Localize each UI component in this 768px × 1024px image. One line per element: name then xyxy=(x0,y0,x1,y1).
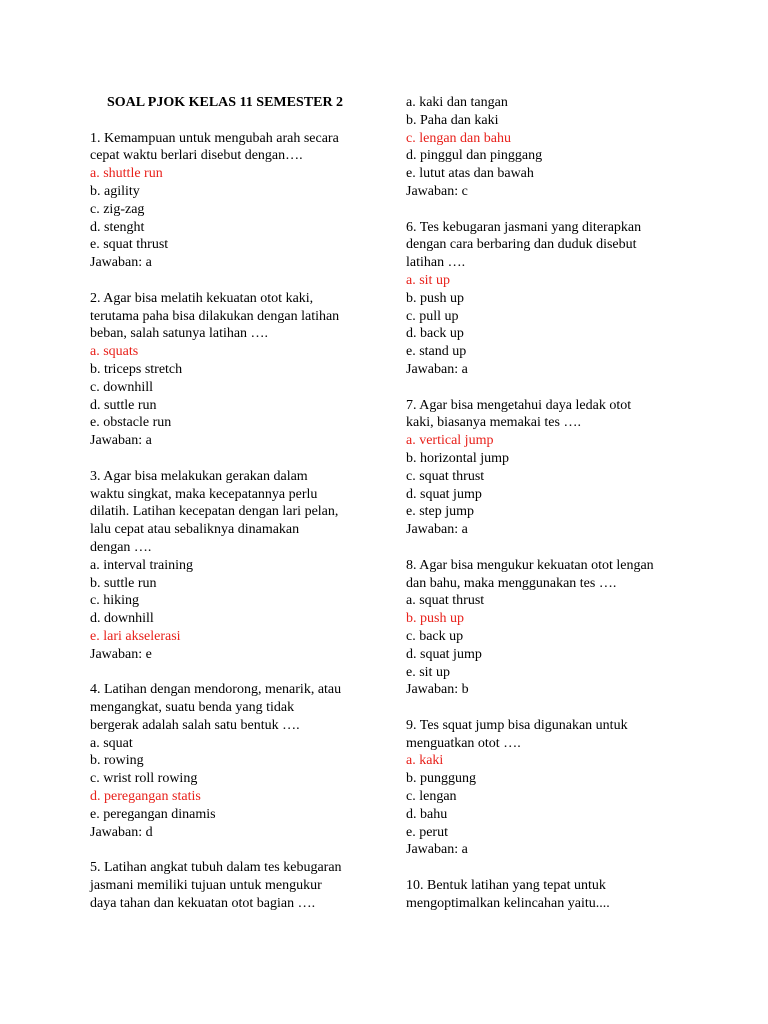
question-line: kaki, biasanya memakai tes …. xyxy=(406,415,581,431)
question-line: jasmani memiliki tujuan untuk mengukur xyxy=(90,878,322,894)
answer-option: c. zig-zag xyxy=(90,201,145,217)
answer-option: e. step jump xyxy=(406,504,475,520)
answer-option: c. hiking xyxy=(90,593,139,609)
answer-option-correct: a. shuttle run xyxy=(90,166,163,182)
question-line: terutama paha bisa dilakukan dengan latihan xyxy=(90,308,340,324)
question-line: bergerak adalah salah satu bentuk …. xyxy=(90,717,300,733)
question-line: 7. Agar bisa mengetahui daya ledak otot xyxy=(406,397,632,413)
question-line: 9. Tes squat jump bisa digunakan untuk xyxy=(406,717,628,733)
question-block xyxy=(90,681,406,841)
answer-option: e. squat thrust xyxy=(90,237,169,253)
question-block xyxy=(406,557,722,699)
answer-option: a. kaki dan tangan xyxy=(406,95,508,110)
answer-option-correct: a. sit up xyxy=(406,272,450,288)
question-line: 1. Kemampuan untuk mengubah arah secara xyxy=(90,130,339,146)
answer-option: c. back up xyxy=(406,628,464,644)
answer-key: Jawaban: a xyxy=(90,433,152,449)
answer-option: a. squat xyxy=(90,735,133,751)
question-line: dengan …. xyxy=(90,539,152,555)
question-block xyxy=(406,397,722,539)
question-text xyxy=(406,717,722,753)
answer-key: Jawaban: e xyxy=(90,646,152,662)
answer-key: Jawaban: a xyxy=(406,522,468,538)
question-line: menguatkan otot …. xyxy=(406,735,521,751)
answer-option: b. triceps stretch xyxy=(90,361,183,377)
question-block xyxy=(406,877,722,913)
answer-option: b. Paha dan kaki xyxy=(406,112,499,128)
answer-option: b. push up xyxy=(406,290,464,306)
answer-option: d. squat jump xyxy=(406,646,482,662)
answer-option: c. squat thrust xyxy=(406,468,485,484)
answer-option-correct: c. lengan dan bahu xyxy=(406,130,511,146)
question-line: dan bahu, maka menggunakan tes …. xyxy=(406,575,617,591)
question-line: 2. Agar bisa melatih kekuatan otot kaki, xyxy=(90,290,314,306)
answer-key: Jawaban: c xyxy=(406,183,468,199)
answer-option: c. lengan xyxy=(406,789,457,805)
answer-option: e. stand up xyxy=(406,344,467,360)
answer-option-correct: e. lari akselerasi xyxy=(90,628,181,644)
question-line: dilatih. Latihan kecepatan dengan lari pelan, xyxy=(90,504,339,520)
answer-option: a. interval training xyxy=(90,557,194,573)
answer-option: d. downhill xyxy=(90,611,154,627)
answer-option: c. pull up xyxy=(406,308,459,324)
answer-option: d. back up xyxy=(406,326,464,342)
question-line: lalu cepat atau sebaliknya dinamakan xyxy=(90,522,300,538)
answer-option: d. squat jump xyxy=(406,486,482,502)
question-block xyxy=(90,290,406,450)
answer-option: b. rowing xyxy=(90,753,144,769)
question-text xyxy=(406,877,722,913)
question-line: 6. Tes kebugaran jasmani yang diterapkan xyxy=(406,219,642,235)
answer-option-correct: d. peregangan statis xyxy=(90,789,201,805)
answer-option: e. peregangan dinamis xyxy=(90,806,216,822)
question-line: 4. Latihan dengan mendorong, menarik, atau xyxy=(90,682,342,698)
question-line: dengan cara berbaring dan duduk disebut xyxy=(406,237,637,253)
answer-option-correct: a. vertical jump xyxy=(406,433,494,449)
question-block xyxy=(90,468,406,664)
answer-option: c. wrist roll rowing xyxy=(90,771,198,787)
answer-key: Jawaban: a xyxy=(406,842,468,858)
question-text xyxy=(90,290,406,343)
question-block xyxy=(90,859,406,912)
answer-option: c. downhill xyxy=(90,379,153,395)
answer-option: e. perut xyxy=(406,824,448,840)
answer-option: d. bahu xyxy=(406,806,448,822)
answer-option-correct: b. push up xyxy=(406,611,464,627)
answer-key: Jawaban: d xyxy=(90,824,153,840)
answer-key: Jawaban: a xyxy=(406,361,468,377)
answer-option: e. sit up xyxy=(406,664,450,680)
question-line: 5. Latihan angkat tubuh dalam tes kebugaran xyxy=(90,860,342,876)
question-text xyxy=(406,557,722,593)
question-line: 3. Agar bisa melakukan gerakan dalam xyxy=(90,468,308,484)
answer-option: d. pinggul dan pinggang xyxy=(406,148,543,164)
answer-option: b. punggung xyxy=(406,771,476,787)
answer-key: Jawaban: a xyxy=(90,255,152,271)
question-text xyxy=(406,397,722,433)
right-column xyxy=(406,94,722,930)
question-line: mengangkat, suatu benda yang tidak xyxy=(90,700,295,716)
question-line: waktu singkat, maka kecepatannya perlu xyxy=(90,486,318,502)
question-line: cepat waktu berlari disebut dengan…. xyxy=(90,148,303,164)
answer-option: d. suttle run xyxy=(90,397,157,413)
question-line: beban, salah satunya latihan …. xyxy=(90,326,269,342)
answer-option: d. stenght xyxy=(90,219,145,235)
question-text xyxy=(90,681,406,734)
question-text xyxy=(90,468,406,557)
answer-option-correct: a. kaki xyxy=(406,753,444,769)
question-block xyxy=(406,219,722,379)
question-line: 10. Bentuk latihan yang tepat untuk xyxy=(406,878,606,894)
question-line: mengoptimalkan kelincahan yaitu.... xyxy=(406,895,610,911)
answer-option: a. squat thrust xyxy=(406,593,485,609)
answer-option: b. agility xyxy=(90,183,140,199)
question-text xyxy=(406,219,722,272)
answer-option-correct: a. squats xyxy=(90,344,139,360)
question-block xyxy=(90,130,406,272)
question-text xyxy=(90,130,406,166)
question-block xyxy=(406,717,722,859)
answer-option: e. obstacle run xyxy=(90,415,172,431)
question-text xyxy=(90,859,406,912)
answer-option: b. suttle run xyxy=(90,575,157,591)
question-block xyxy=(406,94,722,201)
left-column xyxy=(90,94,406,930)
question-line: 8. Agar bisa mengukur kekuatan otot lengan xyxy=(406,557,654,573)
answer-option: b. horizontal jump xyxy=(406,450,510,466)
page-title: SOAL PJOK KELAS 11 SEMESTER 2 xyxy=(106,95,344,110)
question-line: latihan …. xyxy=(406,255,466,271)
answer-option: e. lutut atas dan bawah xyxy=(406,166,534,182)
question-line: daya tahan dan kekuatan otot bagian …. xyxy=(90,895,316,911)
answer-key: Jawaban: b xyxy=(406,682,469,698)
